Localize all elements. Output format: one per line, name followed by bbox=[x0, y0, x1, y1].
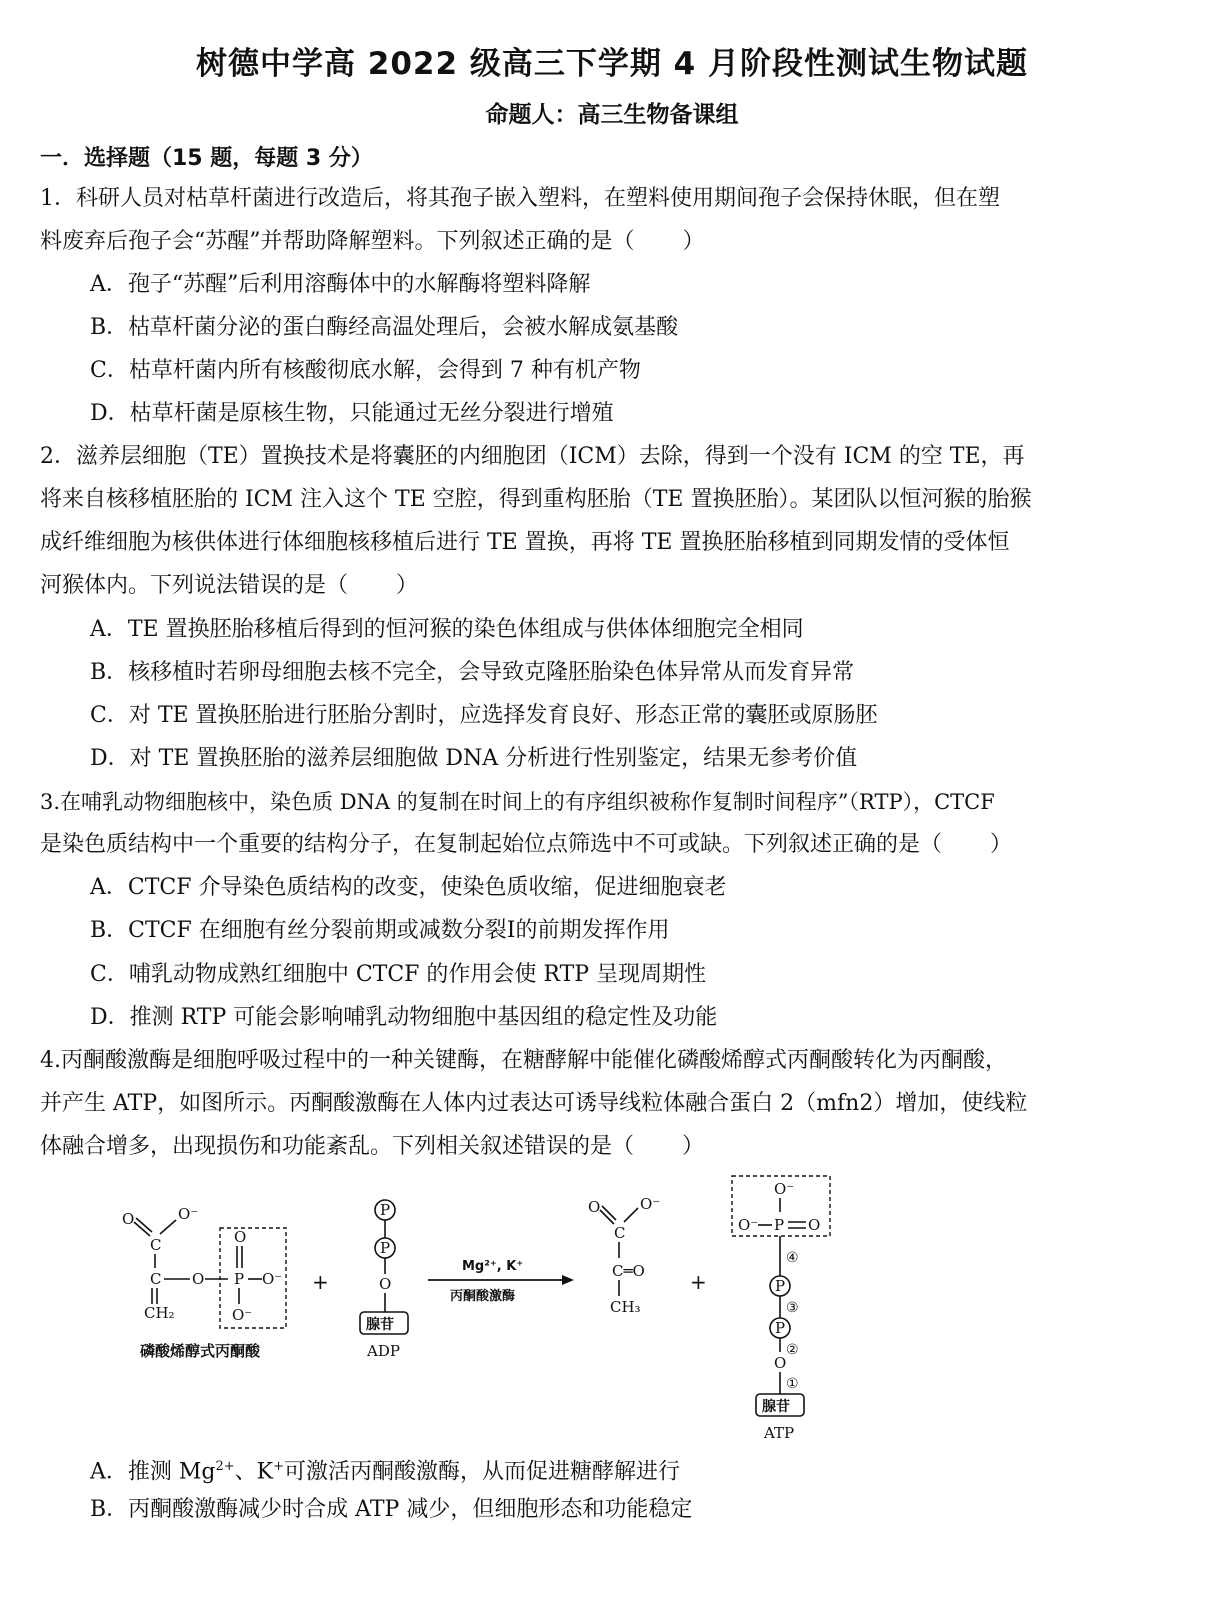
pyr-c1: C bbox=[614, 1224, 626, 1242]
atp-label: ATP bbox=[764, 1424, 795, 1442]
q3-stem-text: 是染色质结构中一个重要的结构分子，在复制起始位点筛选中不可或缺。下列叙述正确的是（ bbox=[40, 832, 943, 857]
pep-phos-o-top: O bbox=[234, 1228, 247, 1246]
atp-o-ribose: O bbox=[774, 1354, 787, 1372]
pep-c2: C bbox=[150, 1270, 162, 1288]
q2-option-c: C．对 TE 置换胚胎进行胚胎分割时，应选择发育良好、形态正常的囊胚或原肠胚 bbox=[90, 703, 878, 728]
pep-o1: O bbox=[122, 1210, 135, 1228]
pep-o-minus: O⁻ bbox=[178, 1205, 199, 1223]
atp-o-left: O⁻ bbox=[738, 1216, 759, 1234]
bond-2-label: ② bbox=[786, 1342, 799, 1358]
q4-stem-text: 体融合增多，出现损伤和功能紊乱。下列相关叙述错误的是（ bbox=[40, 1134, 635, 1159]
q2-option-d: D．对 TE 置换胚胎的滋养层细胞做 DNA 分析进行性别鉴定，结果无参考价值 bbox=[90, 746, 858, 771]
q1-option-c: C．枯草杆菌内所有核酸彻底水解，会得到 7 种有机产物 bbox=[90, 358, 641, 383]
adp-o: O bbox=[379, 1275, 392, 1293]
atp-adenosine: 腺苷 bbox=[762, 1399, 790, 1415]
pep-structure bbox=[122, 1205, 286, 1360]
q1-stem-line1: 1．科研人员对枯草杆菌进行改造后，将其孢子嵌入塑料，在塑料使用期间孢子会保持休眠，但在塑 bbox=[40, 186, 1001, 211]
q2-stem-line3: 成纤维细胞为核供体进行体细胞核移植后进行 TE 置换，再将 TE 置换胚胎移植到同期发情的受体恒 bbox=[40, 530, 1010, 555]
pep-ch2: CH₂ bbox=[144, 1304, 175, 1322]
author-line: 命题人：高三生物备课组 bbox=[485, 102, 739, 128]
section-heading: 一．选择题（15 题，每题 3 分） bbox=[40, 146, 373, 171]
atp-structure bbox=[732, 1176, 830, 1442]
q4-stem-line2: 并产生 ATP，如图所示。丙酮酸激酶在人体内过表达可诱导线粒体融合蛋白 2（mfn2）增加，使线粒 bbox=[40, 1091, 1028, 1116]
pep-phos-o-right: O⁻ bbox=[262, 1270, 283, 1288]
q2-stem-line1: 2．滋养层细胞（TE）置换技术是将囊胚的内细胞团（ICM）去除，得到一个没有 ICM 的空 TE，再 bbox=[40, 444, 1025, 469]
q1-option-d: D．枯草杆菌是原核生物，只能通过无丝分裂进行增殖 bbox=[90, 401, 614, 426]
q3-option-d: D．推测 RTP 可能会影响哺乳动物细胞中基因组的稳定性及功能 bbox=[90, 1005, 718, 1030]
bond-4-label: ④ bbox=[786, 1250, 799, 1266]
pep-label: 磷酸烯醇式丙酮酸 bbox=[140, 1342, 261, 1360]
q2-paren-close: ） bbox=[396, 573, 419, 598]
q2-option-b: B．核移植时若卵母细胞去核不完全，会导致克隆胚胎染色体异常从而发育异常 bbox=[90, 660, 855, 685]
q1-option-a: A．孢子“苏醒”后利用溶酶体中的水解酶将塑料降解 bbox=[90, 272, 591, 297]
cofactor-label: Mg²⁺, K⁺ bbox=[462, 1259, 524, 1274]
adp-p1: P bbox=[380, 1201, 391, 1219]
pyr-o1: O bbox=[588, 1198, 601, 1216]
reaction-diagram bbox=[100, 1172, 860, 1444]
atp-p3: P bbox=[775, 1319, 786, 1337]
q4-paren-close: ） bbox=[682, 1134, 705, 1159]
pyr-o-minus: O⁻ bbox=[640, 1195, 661, 1213]
q1-stem-text: 料废弃后孢子会“苏醒”并帮助降解塑料。下列叙述正确的是（ bbox=[40, 229, 635, 254]
pep-phos-o-bottom: O⁻ bbox=[232, 1306, 253, 1324]
q3-stem-line1: 3.在哺乳动物细胞核中，染色质 DNA 的复制在时间上的有序组织被称作复制时间程序”（RTP），CTCF bbox=[40, 790, 995, 814]
plus-sign-2: + bbox=[690, 1270, 707, 1294]
q3-option-a: A．CTCF 介导染色质结构的改变，使染色质收缩，促进细胞衰老 bbox=[90, 875, 727, 900]
pyruvate-structure bbox=[588, 1195, 660, 1316]
q2-stem-line4 bbox=[40, 571, 418, 601]
atp-o-right: O bbox=[808, 1216, 821, 1234]
adp-label: ADP bbox=[367, 1342, 400, 1360]
atp-o-top: O⁻ bbox=[774, 1180, 795, 1198]
q3-option-b: B．CTCF 在细胞有丝分裂前期或减数分裂Ⅰ的前期发挥作用 bbox=[90, 918, 670, 943]
adp-p2: P bbox=[380, 1239, 391, 1257]
pep-o2: O bbox=[192, 1270, 205, 1288]
q1-stem-line2 bbox=[40, 227, 705, 257]
bond-1-label: ① bbox=[786, 1376, 799, 1392]
pep-c1: C bbox=[150, 1236, 162, 1254]
page-title: 树德中学高 2022 级高三下学期 4 月阶段性测试生物试题 bbox=[195, 46, 1029, 82]
q4-option-a: A．推测 $Mg^{2+}$、K+可激活丙酮酸激酶，从而促进糖酵解进行 bbox=[90, 1459, 681, 1485]
reaction-arrow bbox=[428, 1259, 574, 1304]
bond-3-label: ③ bbox=[786, 1300, 799, 1316]
enzyme-label: 丙酮酸激酶 bbox=[450, 1289, 516, 1304]
q4-stem-line1: 4.丙酮酸激酶是细胞呼吸过程中的一种关键酶，在糖酵解中能催化磷酸烯醇式丙酮酸转化为丙酮酸， bbox=[40, 1048, 1007, 1073]
q3-paren-close: ） bbox=[990, 832, 1013, 857]
q2-stem-line2: 将来自核移植胚胎的 ICM 注入这个 TE 空腔，得到重构胚胎（TE 置换胚胎）。某团队以恒河猴的胎猴 bbox=[40, 487, 1032, 512]
q3-stem-line2 bbox=[40, 830, 1012, 860]
plus-sign-1: + bbox=[312, 1270, 329, 1294]
atp-p-gamma: P bbox=[774, 1216, 785, 1234]
q1-paren-close: ） bbox=[682, 229, 705, 254]
adp-adenosine: 腺苷 bbox=[366, 1317, 394, 1333]
q4-stem-line3 bbox=[40, 1132, 704, 1162]
atp-p2: P bbox=[775, 1277, 786, 1295]
q1-option-b: B．枯草杆菌分泌的蛋白酶经高温处理后，会被水解成氨基酸 bbox=[90, 315, 679, 340]
pep-phos-p: P bbox=[234, 1270, 245, 1288]
q3-option-c: C．哺乳动物成熟红细胞中 CTCF 的作用会使 RTP 呈现周期性 bbox=[90, 962, 707, 987]
pyr-ch3: CH₃ bbox=[610, 1298, 641, 1316]
q4-option-b: B．丙酮酸激酶减少时合成 ATP 减少，但细胞形态和功能稳定 bbox=[90, 1497, 693, 1522]
q2-stem-text: 河猴体内。下列说法错误的是（ bbox=[40, 573, 349, 598]
q2-option-a: A．TE 置换胚胎移植后得到的恒河猴的染色体组成与供体体细胞完全相同 bbox=[90, 617, 804, 642]
adp-structure bbox=[360, 1200, 408, 1360]
pyr-c-eq-o: C═O bbox=[612, 1262, 645, 1280]
